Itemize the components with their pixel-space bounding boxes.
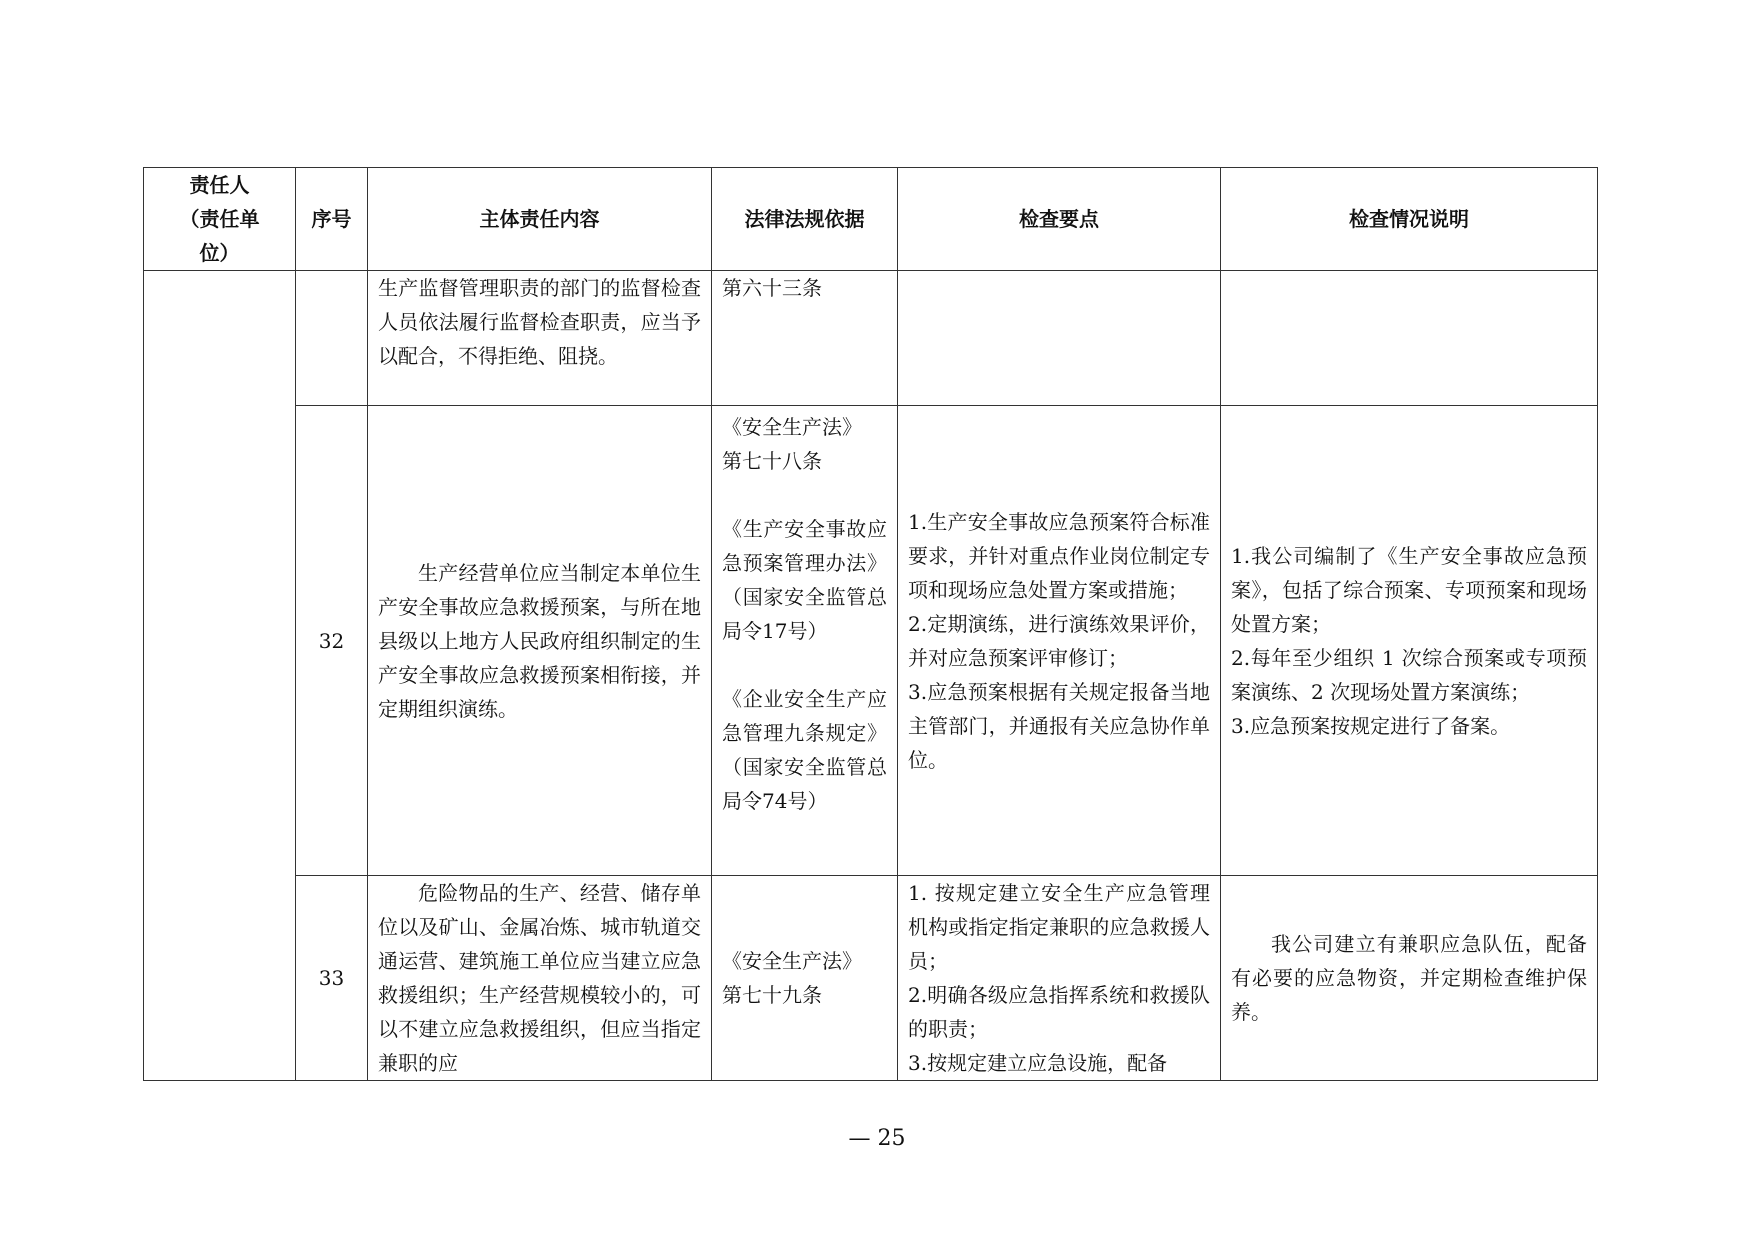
table-row [144, 406, 1598, 876]
row-law: 《安全生产法》 第七十九条 [712, 876, 898, 1081]
row-content: 危险物品的生产、经营、储存单位以及矿山、金属冶炼、城市轨道交通运营、建筑施工单位应当建立应急救援组织；生产经营规模较小的，可以不建立应急救援组织，但应当指定兼职的应 [368, 876, 712, 1081]
table-row [144, 271, 1598, 406]
row-status: 我公司建立有兼职应急队伍，配备有必要的应急物资，并定期检查维护保养。 [1221, 876, 1598, 1081]
header-seq: 序号 [296, 168, 368, 271]
header-responsible: 责任人 （责任单 位） [144, 168, 296, 271]
header-content: 主体责任内容 [368, 168, 712, 271]
row-check: 1.生产安全事故应急预案符合标准要求，并针对重点作业岗位制定专项和现场应急处置方案或措施； 2.定期演练，进行演练效果评价，并对应急预案评审修订； 3.应急预案根据有关规定报备当地主管部门，并通报有关应急协作单位。 [898, 406, 1221, 876]
row-status [1221, 271, 1598, 406]
responsibility-table [143, 167, 1598, 1081]
header-law: 法律法规依据 [712, 168, 898, 271]
row-seq [296, 271, 368, 406]
row-law: 《安全生产法》 第七十八条 《生产安全事故应急预案管理办法》（国家安全监管总局令17号） 《企业安全生产应急管理九条规定》（国家安全监管总局令74号） [712, 406, 898, 876]
row-seq: 32 [296, 406, 368, 876]
page-number: — 25 [848, 1126, 906, 1151]
row-law: 第六十三条 [712, 271, 898, 406]
row-content: 生产经营单位应当制定本单位生产安全事故应急救援预案，与所在地县级以上地方人民政府组织制定的生产安全事故应急救援预案相衔接，并定期组织演练。 [368, 406, 712, 876]
header-check: 检查要点 [898, 168, 1221, 271]
row-check: 1. 按规定建立安全生产应急管理机构或指定指定兼职的应急救援人员； 2.明确各级应急指挥系统和救援队的职责； 3.按规定建立应急设施，配备 [898, 876, 1221, 1081]
header-status: 检查情况说明 [1221, 168, 1598, 271]
row-check [898, 271, 1221, 406]
row-content: 生产监督管理职责的部门的监督检查人员依法履行监督检查职责，应当予以配合，不得拒绝、阻挠。 [368, 271, 712, 406]
table-header-row [144, 168, 1598, 271]
responsible-cell [144, 271, 296, 1081]
table-row [144, 876, 1598, 1081]
row-seq: 33 [296, 876, 368, 1081]
row-status: 1.我公司编制了《生产安全事故应急预案》，包括了综合预案、专项预案和现场处置方案； 2.每年至少组织 1 次综合预案或专项预案演练、2 次现场处置方案演练； 3.应急预案按规定进行了备案。 [1221, 406, 1598, 876]
